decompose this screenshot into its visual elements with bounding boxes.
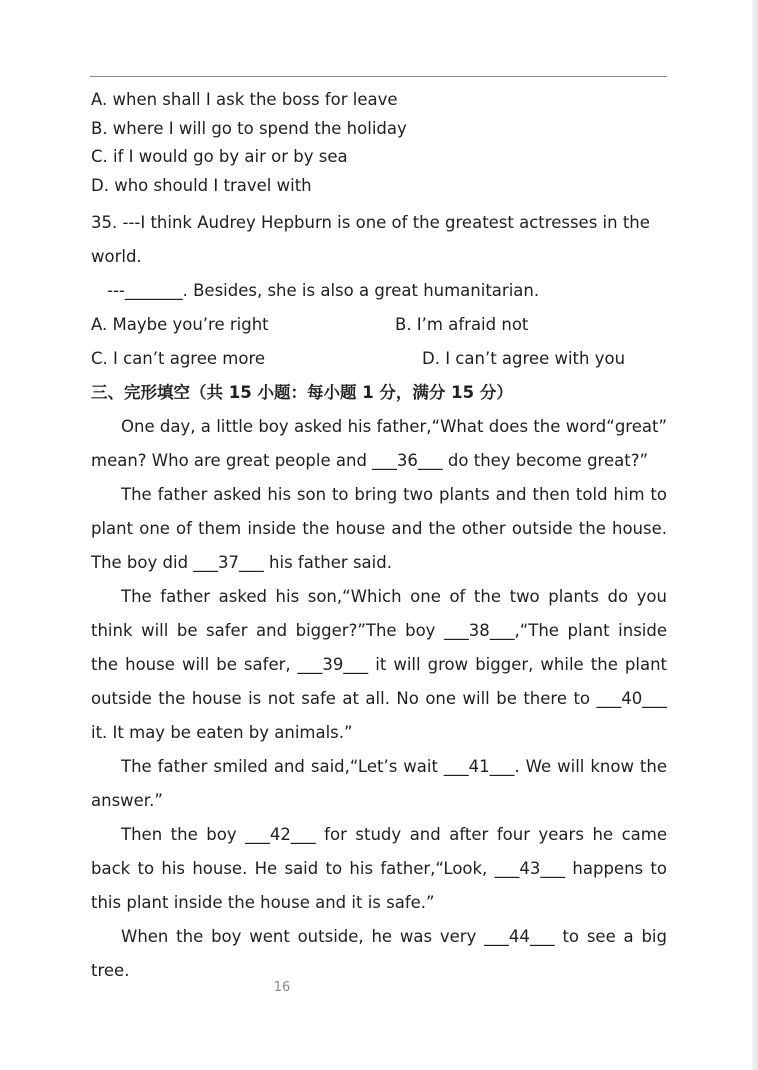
document-body [91, 86, 667, 988]
section-heading: 三、完形填空（共 15 小题：每小题 1 分，满分 15 分） [91, 383, 513, 402]
option-c-q34: C. if I would go by air or by sea [91, 147, 348, 166]
question-35-reply: ---_______. Besides, she is also a great humanitarian. [107, 281, 540, 300]
option-c-q35: C. I can’t agree more [91, 349, 266, 368]
option-b-q34: B. where I will go to spend the holiday [91, 118, 407, 138]
option-a-q34: A. when shall I ask the boss for leave [91, 90, 398, 109]
q35-options-row-1 [91, 308, 667, 342]
passage-paragraph-1: One day, a little boy asked his father,“What does the word“great” mean? Who are great people and ___36___ do they become great?” [91, 417, 667, 470]
option-d-q34: D. who should I travel with [91, 175, 312, 195]
page-edge [752, 0, 758, 1070]
question-35: 35. ---I think Audrey Hepburn is one of the greatest actresses in the world. [91, 213, 650, 266]
option-b-q35: B. I’m afraid not [395, 315, 529, 334]
page-number: 16 [273, 980, 291, 995]
top-divider [90, 76, 667, 77]
option-a-q35: A. Maybe you’re right [91, 315, 269, 334]
passage-paragraph-4: The father smiled and said,“Let’s wait ___41___. We will know the answer.” [91, 757, 667, 810]
passage-paragraph-3: The father asked his son,“Which one of the two plants do you think will be safer and bigger?”The boy ___38___,“The plant inside the house will be safer, ___39___ it will grow bigger, while the plant outside the house is not safe at all. No one will be there to ___40___ it. It may be eaten by animals.” [91, 587, 667, 742]
q35-options-row-2 [91, 342, 667, 376]
passage-paragraph-2: The father asked his son to bring two plants and then told him to plant one of them inside the house and the other outside the house. The boy did ___37___ his father said. [91, 485, 667, 572]
option-d-q35: D. I can’t agree with you [422, 349, 626, 368]
passage-paragraph-5: Then the boy ___42___ for study and after four years he came back to his house. He said to his father,“Look, ___43___ happens to this plant inside the house and it is safe.” [91, 825, 667, 912]
passage-paragraph-6: When the boy went outside, he was very ___44___ to see a big tree. [91, 927, 667, 980]
